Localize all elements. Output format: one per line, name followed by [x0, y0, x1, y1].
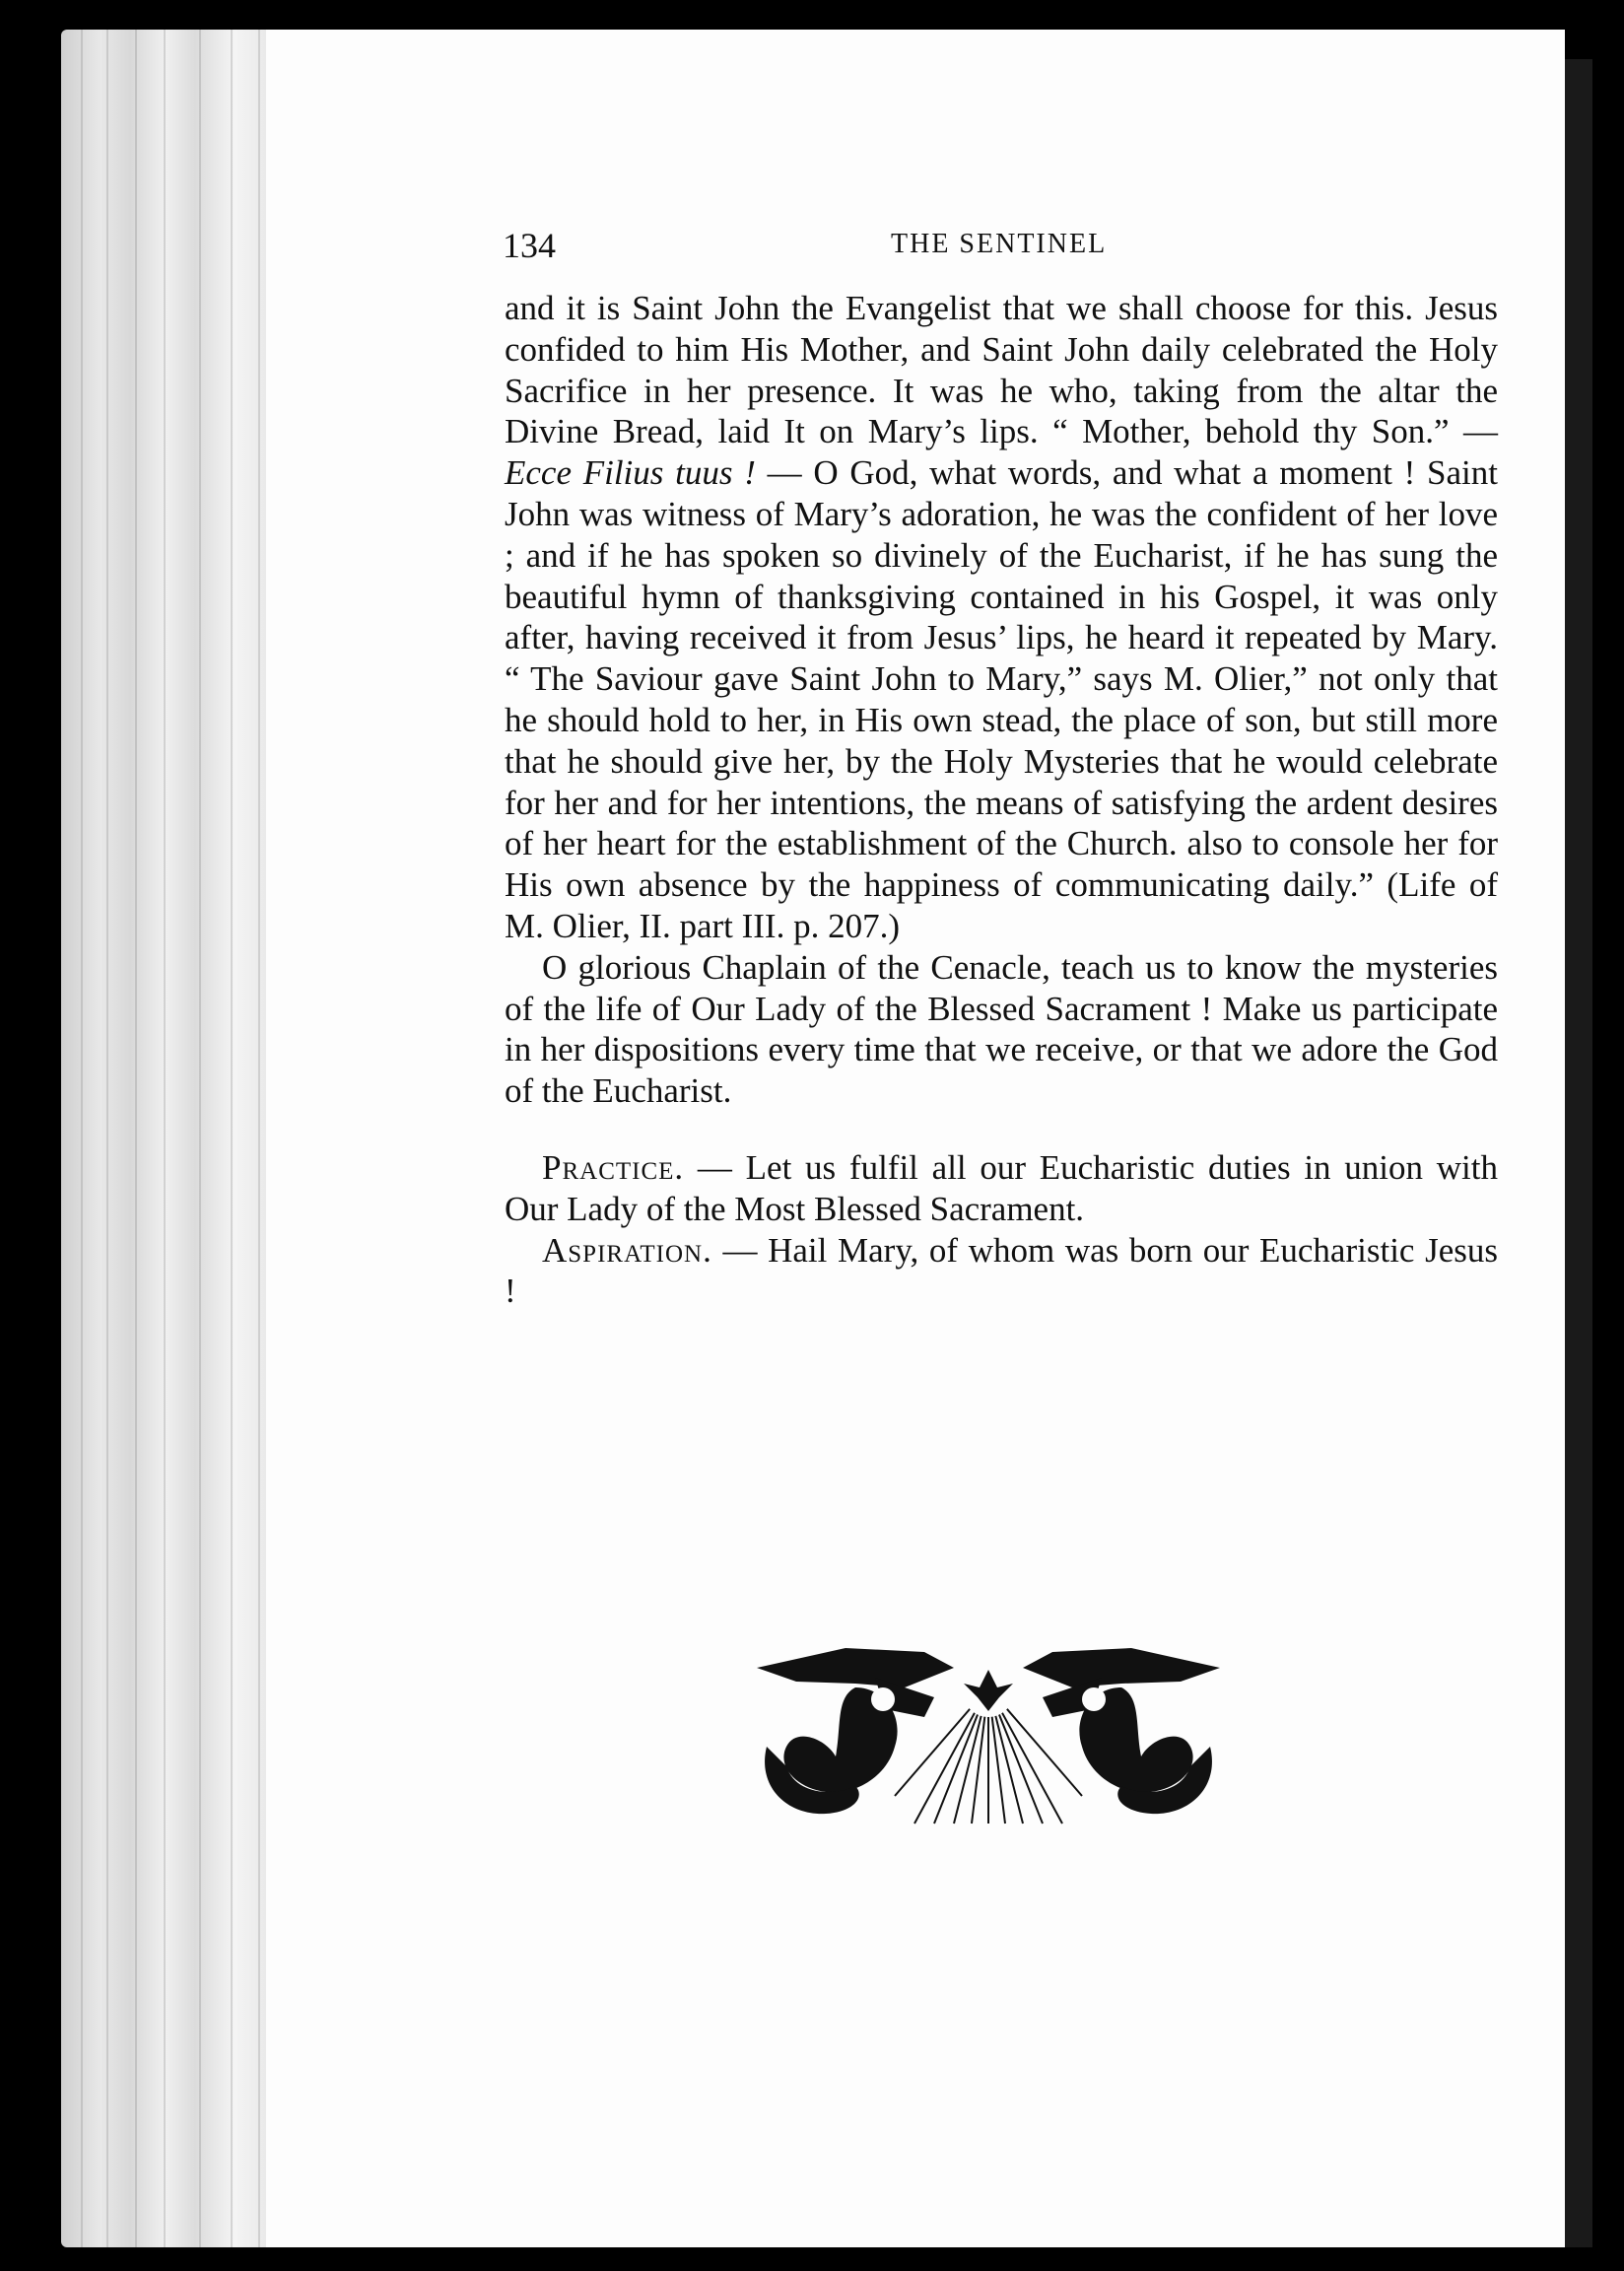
practice-paragraph: Practice. — Let us fulfil all our Eucharistic duties in union with Our Lady of the Most Blessed Sacrament. [505, 1147, 1498, 1228]
facing-page-edge [1565, 59, 1592, 2247]
paragraph: O glorious Chaplain of the Cenacle, teach us to know the mysteries of the life of Our Lady of the Blessed Sacrament ! Make us participate in her dispositions every time that we receive, or that we adore the God of the Eucharist. [505, 947, 1498, 1111]
running-title: THE SENTINEL [891, 229, 1108, 259]
page-text [505, 288, 1498, 1312]
practice-label: Practice. [542, 1147, 685, 1187]
latin-phrase: Ecce Filius tuus ! [505, 453, 756, 493]
running-head [503, 225, 1498, 274]
paragraph: and it is Saint John the Evangelist that we shall choose for this. Jesus confided to him His Mother, and Saint John daily celebrated the Holy Sacrifice in her presence. It was he who, taking from the altar the Divine Bread, laid It on Mary’s lips. “ Mother, behold thy Son.” — Ecce Filius tuus ! — O God, what words, and what a moment ! Saint John was witness of Mary’s adoration, he was the confident of her love ; and if he has spoken so divinely of the Eucharist, if he has sung the beautiful hymn of thanksgiving contained in his Gospel, it was only after, having received it from Jesus’ lips, he heard it repeated by Mary. “ The Saviour gave Saint John to Mary,” says M. Olier,” not only that he should hold to her, in His own stead, the place of son, but still more that he should give her, by the Holy Mysteries that he would celebrate for her and for her intentions, the means of satisfying the ardent desires of her heart for the establishment of the Church. also to console her for His own absence by the happiness of communicating daily.” (Life of M. Olier, II. part III. p. 207.) [505, 289, 1498, 945]
book-page-edges [61, 30, 278, 2247]
page-number: 134 [503, 226, 556, 265]
aspiration-paragraph: Aspiration. — Hail Mary, of whom was born our Eucharistic Jesus ! [505, 1230, 1498, 1311]
angels-with-dove-ornament-icon [757, 1648, 1220, 1825]
aspiration-label: Aspiration. [542, 1230, 712, 1270]
